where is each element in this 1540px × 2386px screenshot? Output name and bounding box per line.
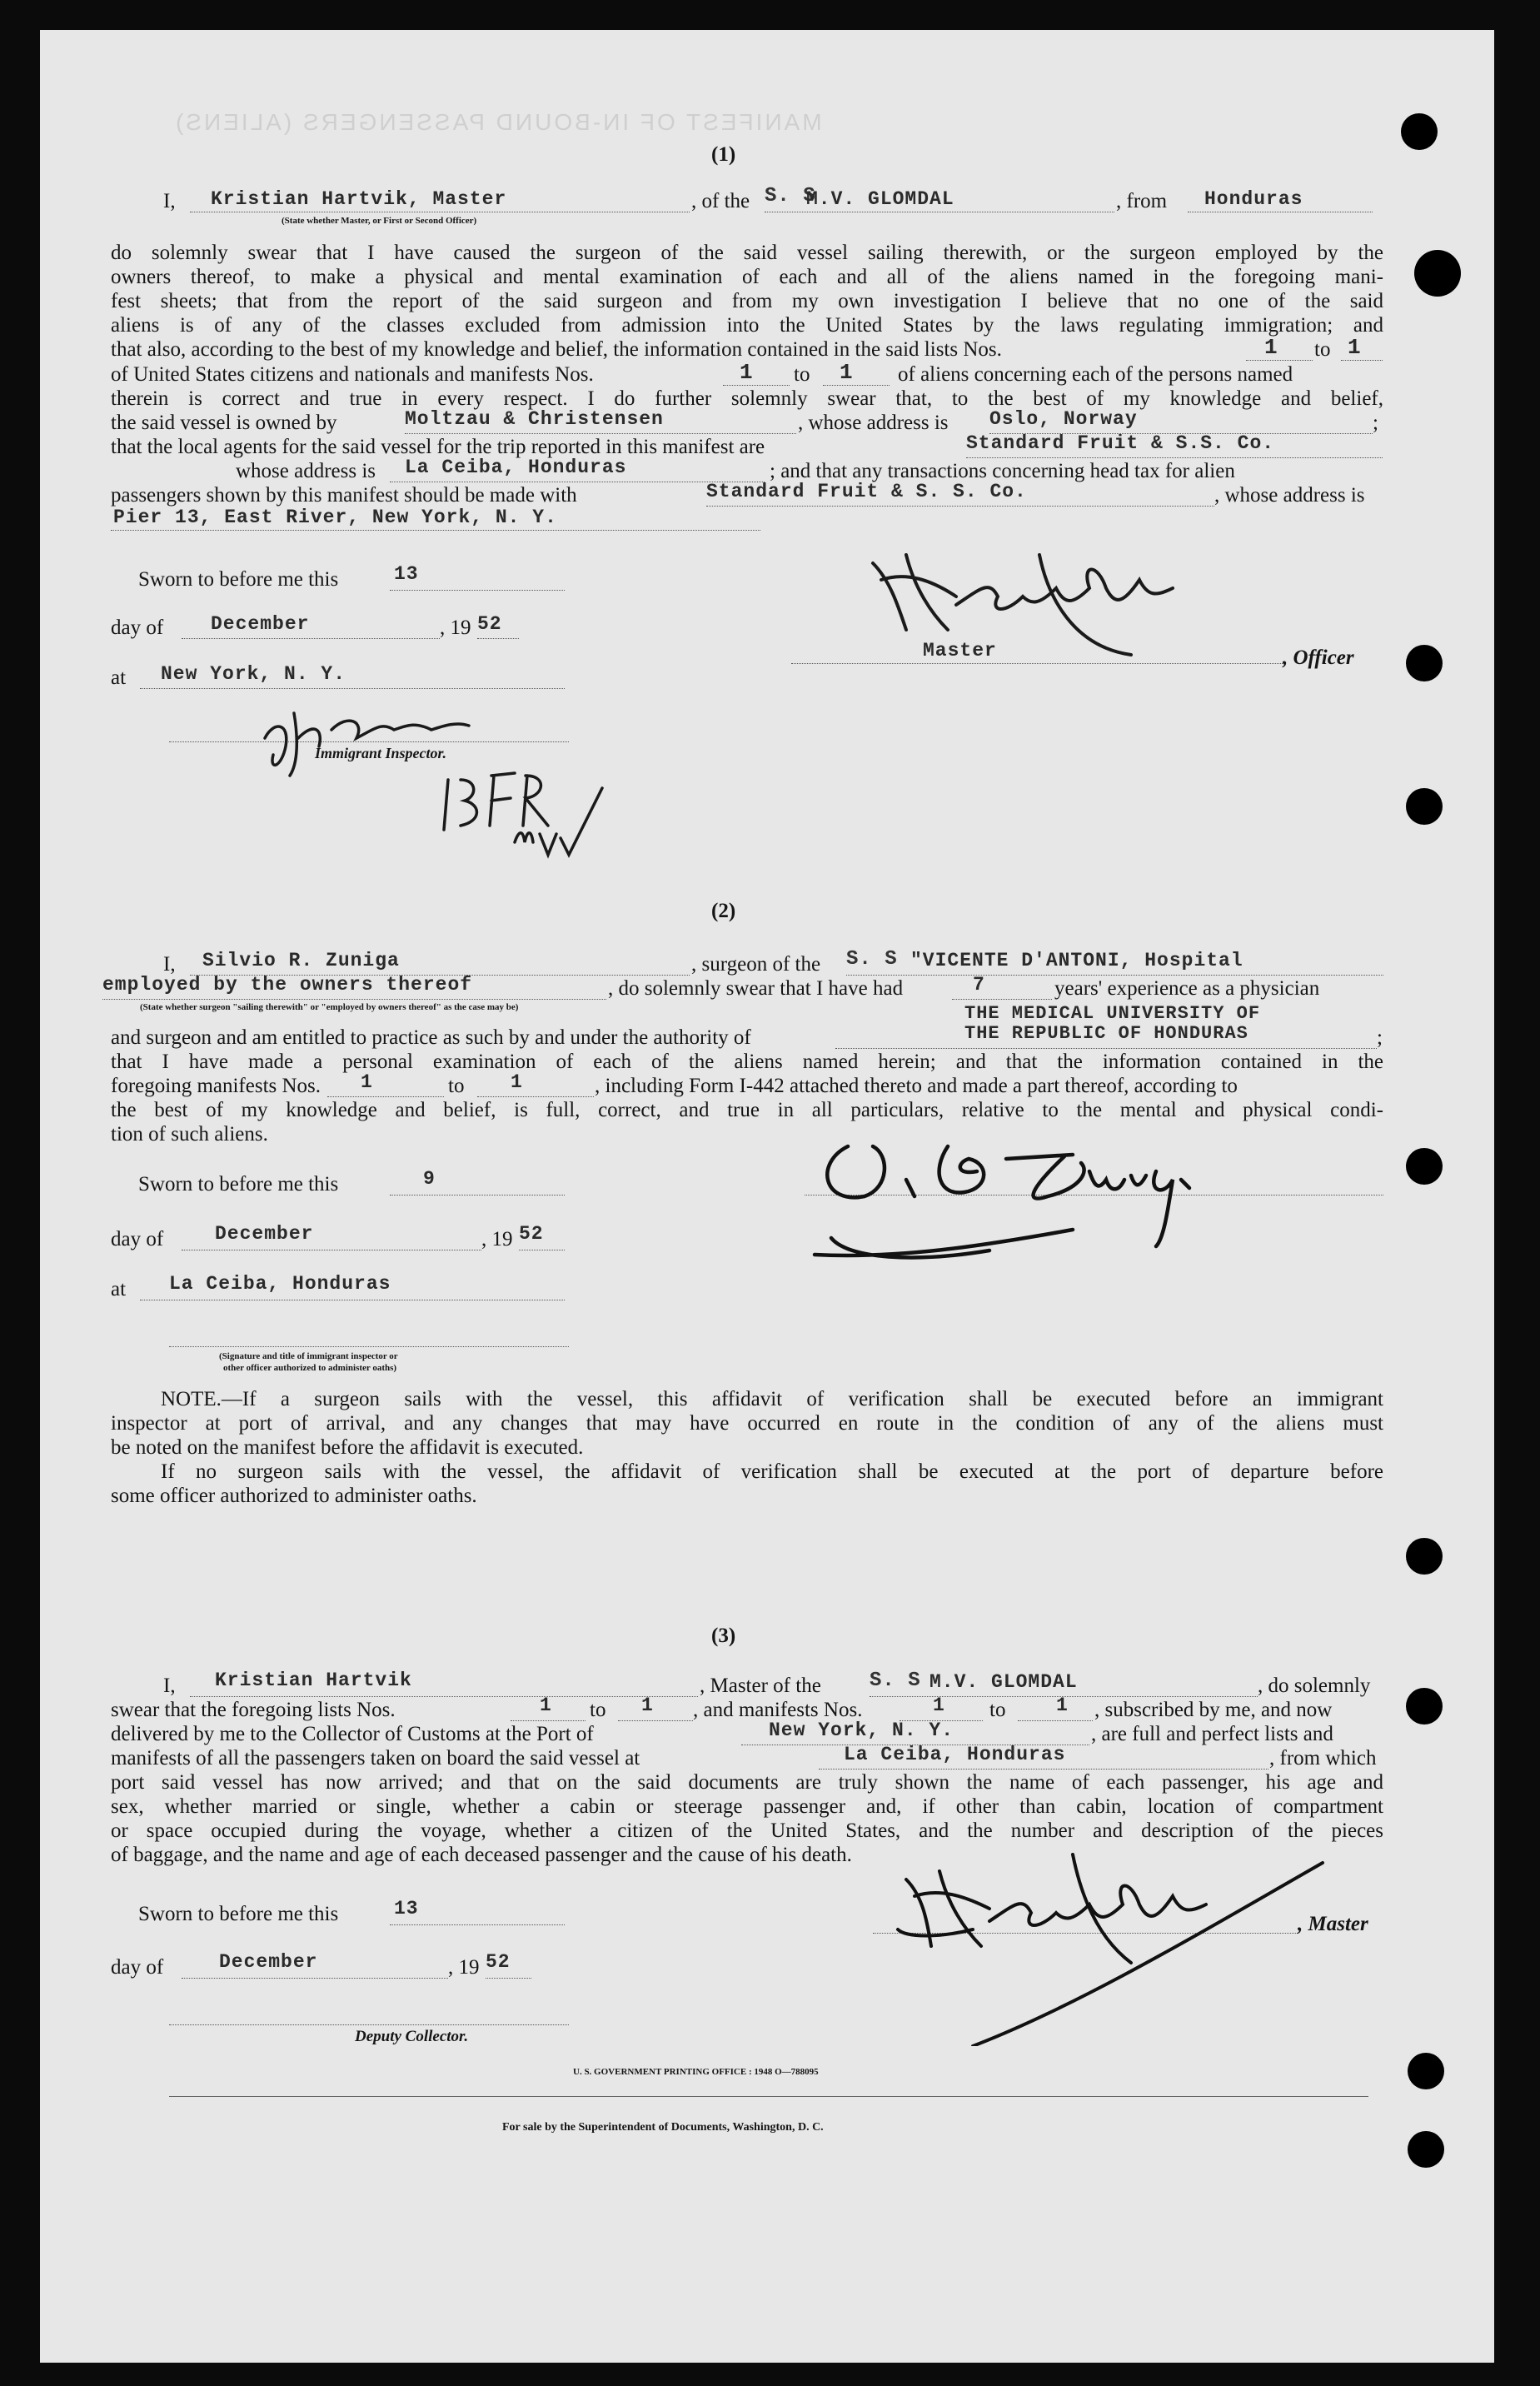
fill-line xyxy=(477,1096,594,1097)
oath-text: sex, whether married or single, whether a cabin or steerage passenger and, if other than cabin, location of compartment xyxy=(111,1795,1383,1818)
fill-line xyxy=(477,638,519,639)
sig-note: (Signature and title of immigrant inspector or xyxy=(219,1351,398,1361)
fill-line xyxy=(182,638,440,639)
sworn-label: Sworn to before me this xyxy=(138,1903,339,1925)
oath-text: years' experience as a physician xyxy=(1054,977,1320,1000)
authority-line-2: THE REPUBLIC OF HONDURAS xyxy=(964,1023,1248,1044)
fill-line xyxy=(1018,1720,1093,1721)
oath-text: , do solemnly xyxy=(1258,1675,1371,1697)
oath-text: , are full and perfect lists and xyxy=(1091,1723,1333,1745)
divider xyxy=(169,2096,1368,2097)
surgeon-name: Silvio R. Zuniga xyxy=(202,950,400,971)
fill-line xyxy=(823,385,890,386)
fill-line xyxy=(102,999,606,1000)
manifests-from: 1 xyxy=(933,1695,945,1716)
fill-line xyxy=(1341,360,1383,361)
handwritten-annotation xyxy=(415,763,631,871)
note-text: some officer authorized to administer oaths. xyxy=(111,1485,477,1507)
year-prefix: , 19 xyxy=(481,1228,513,1250)
fill-line xyxy=(1246,360,1313,361)
label-master-of: , Master of the xyxy=(700,1675,821,1697)
at-label: at xyxy=(111,666,127,689)
fill-line xyxy=(791,663,1283,664)
manifest-to: 1 xyxy=(840,360,854,385)
section-number: (3) xyxy=(711,1625,736,1647)
fill-line xyxy=(835,1048,1377,1049)
vessel-name: "VICENTE D'ANTONI, Hospital xyxy=(910,950,1243,971)
inspector-label: Immigrant Inspector. xyxy=(315,745,447,761)
fill-line xyxy=(952,999,1052,1000)
oath-text: of baggage, and the name and age of each deceased passenger and the cause of his death. xyxy=(111,1844,852,1866)
owner-address: Oslo, Norway xyxy=(989,408,1138,430)
vessel-prefix: S. S xyxy=(765,185,816,207)
label-i: I, xyxy=(163,953,176,976)
note-text: If no surgeon sails with the vessel, the affidavit of verification shall be executed at the port of departure before xyxy=(161,1460,1383,1483)
fill-line xyxy=(405,433,796,434)
oath-text: owners thereof, to make a physical and mental examination of each and all of the aliens named in the foregoing mani- xyxy=(111,266,1383,288)
authority-line-1: THE MEDICAL UNIVERSITY OF xyxy=(964,1003,1261,1024)
employment-status: employed by the owners thereof xyxy=(102,974,473,996)
sworn-label: Sworn to before me this xyxy=(138,1173,339,1195)
fill-line xyxy=(723,385,790,386)
punch-hole xyxy=(1401,113,1438,150)
master-signature xyxy=(856,530,1223,663)
label-i: I, xyxy=(163,190,176,212)
oath-text: fest sheets; that from the report of the said surgeon and from my own investigation I believe that no one of the said xyxy=(111,290,1383,312)
vessel-name: M.V. GLOMDAL xyxy=(806,188,954,210)
oath-text: , whose address is xyxy=(1214,484,1365,507)
sig-note: other officer authorized to administer oaths) xyxy=(223,1363,397,1373)
oath-text: , subscribed by me, and now xyxy=(1094,1699,1333,1721)
sworn-day: 9 xyxy=(423,1168,436,1190)
oath-text: , and manifests Nos. xyxy=(693,1699,863,1721)
fill-line xyxy=(390,590,565,591)
section-number: (1) xyxy=(711,143,736,166)
oath-text: the said vessel is owned by xyxy=(111,412,337,434)
lists-from: 1 xyxy=(540,1695,552,1716)
section-number: (2) xyxy=(711,900,736,922)
punch-hole xyxy=(1408,2131,1444,2168)
label-to: to xyxy=(1314,338,1331,361)
vessel-prefix: S. S xyxy=(846,948,898,971)
oath-text: and surgeon and am entitled to practice as such by and under the authority of xyxy=(111,1026,751,1049)
vessel-owner: Moltzau & Christensen xyxy=(405,408,664,430)
label-to: to xyxy=(794,363,810,386)
oath-text: therein is correct and true in every respect. I do further solemnly swear that, to the best of my knowledge and belief, xyxy=(111,387,1383,410)
fill-line xyxy=(111,530,760,531)
year-prefix: , 19 xyxy=(448,1956,480,1979)
fill-line xyxy=(182,1978,448,1979)
head-tax-party: Standard Fruit & S. S. Co. xyxy=(706,481,1027,502)
at-label: at xyxy=(111,1278,127,1300)
fill-line xyxy=(169,1346,569,1347)
fill-line xyxy=(327,1096,444,1097)
oath-text: that the local agents for the said vessel for the trip reported in this manifest are xyxy=(111,436,765,458)
punch-hole xyxy=(1406,1688,1443,1725)
day-of-label: day of xyxy=(111,1956,164,1979)
sworn-month: December xyxy=(219,1951,318,1973)
sworn-year: 52 xyxy=(477,613,502,635)
port: New York, N. Y. xyxy=(769,1720,954,1741)
fill-line xyxy=(486,1978,531,1979)
manifest-to: 1 xyxy=(511,1071,523,1093)
oath-text: manifests of all the passengers taken on board the said vessel at xyxy=(111,1747,640,1770)
collector-label: Deputy Collector. xyxy=(355,2028,469,2045)
note-text: inspector at port of arrival, and any changes that may have occurred en route in the condition of any of the aliens must xyxy=(111,1412,1383,1435)
fill-line xyxy=(706,506,1214,507)
sworn-place: New York, N. Y. xyxy=(161,663,346,685)
sworn-year: 52 xyxy=(486,1951,511,1973)
oath-text: , do solemnly swear that I have had xyxy=(608,977,904,1000)
oath-text: ; and that any transactions concerning head tax for alien xyxy=(770,460,1235,482)
oath-text: passengers shown by this manifest should be made with xyxy=(111,484,577,507)
state-note: (State whether surgeon "sailing therewith" or "employed by owners thereof" as the case may be) xyxy=(140,1002,519,1012)
punch-hole xyxy=(1406,645,1443,681)
day-of-label: day of xyxy=(111,1228,164,1250)
from-place: Honduras xyxy=(1204,188,1303,210)
lists-to: 1 xyxy=(641,1695,654,1716)
printing-office: U. S. GOVERNMENT PRINTING OFFICE : 1948 O—788095 xyxy=(573,2067,819,2077)
oath-text: tion of such aliens. xyxy=(111,1123,268,1146)
oath-text: do solemnly swear that I have caused the surgeon of the said vessel sailing therewith, or the surgeon employed by the xyxy=(111,242,1383,264)
document-page xyxy=(40,30,1494,2363)
fill-line xyxy=(511,1720,586,1721)
oath-text: , from which xyxy=(1269,1747,1377,1770)
punch-hole xyxy=(1408,2053,1444,2089)
label-to: to xyxy=(590,1699,606,1721)
note-text: NOTE.—If a surgeon sails with the vessel, this affidavit of verification shall be executed before an immigrant xyxy=(161,1388,1383,1410)
oath-text: aliens is of any of the classes excluded from admission into the United States by the laws regulating immigration; and xyxy=(111,314,1383,337)
manifest-from: 1 xyxy=(361,1071,373,1093)
oath-text: the best of my knowledge and belief, is full, correct, and true in all particulars, relative to the mental and physical condi- xyxy=(111,1099,1383,1121)
fill-line xyxy=(390,1924,565,1925)
oath-text: of United States citizens and nationals and manifests Nos. xyxy=(111,363,594,386)
label-to: to xyxy=(448,1075,465,1097)
oath-text: whose address is xyxy=(236,460,376,482)
local-agents: Standard Fruit & S.S. Co. xyxy=(966,432,1275,454)
label-i: I, xyxy=(163,1675,176,1697)
label-surgeon-of: , surgeon of the xyxy=(691,953,821,976)
fill-line xyxy=(190,1696,698,1697)
oath-text: , whose address is xyxy=(798,412,949,434)
oath-text: , including Form I-442 attached thereto and made a part thereof, according to xyxy=(595,1075,1238,1097)
bleed-through-header: MANIFEST OF IN-BOUND PASSENGERS (ALIENS) xyxy=(173,109,822,135)
punct: ; xyxy=(1377,1026,1383,1049)
fill-line xyxy=(169,2024,569,2025)
punch-hole xyxy=(1414,250,1461,297)
label-of-the: , of the xyxy=(691,190,750,212)
label-to: to xyxy=(989,1699,1006,1721)
state-note: (State whether Master, or First or Second Officer) xyxy=(282,216,477,226)
manifest-from: 1 xyxy=(740,360,754,385)
for-sale-note: For sale by the Superintendent of Documents, Washington, D. C. xyxy=(502,2121,824,2134)
officer-label: , Officer xyxy=(1283,646,1354,669)
vessel-name: M.V. GLOMDAL xyxy=(929,1671,1078,1693)
oath-text: or space occupied during the voyage, whether a citizen of the United States, and the number and description of the pieces xyxy=(111,1819,1383,1842)
label-from: , from xyxy=(1116,190,1168,212)
oath-text: that I have made a personal examination of each of the aliens named herein; and that the information contained in the xyxy=(111,1051,1383,1073)
lists-to: 1 xyxy=(1348,335,1362,360)
sworn-label: Sworn to before me this xyxy=(138,568,339,591)
master-signature xyxy=(873,1804,1406,2046)
head-tax-address: Pier 13, East River, New York, N. Y. xyxy=(113,507,557,528)
officer-title: Master xyxy=(923,640,997,661)
agents-address: La Ceiba, Honduras xyxy=(405,457,627,478)
oath-text: delivered by me to the Collector of Customs at the Port of xyxy=(111,1723,594,1745)
sworn-day: 13 xyxy=(394,1898,419,1919)
sworn-month: December xyxy=(211,613,310,635)
punch-hole xyxy=(1406,788,1443,825)
year-prefix: , 19 xyxy=(440,616,471,639)
taken-at: La Ceiba, Honduras xyxy=(844,1744,1066,1765)
master-name: Kristian Hartvik xyxy=(215,1670,412,1691)
punch-hole xyxy=(1406,1538,1443,1575)
oath-text: port said vessel has now arrived; and that on the said documents are truly shown the name of each passenger, his age and xyxy=(111,1771,1383,1794)
vessel-prefix: S. S xyxy=(870,1670,921,1692)
note-text: be noted on the manifest before the affidavit is executed. xyxy=(111,1436,584,1459)
master-label: , Master xyxy=(1298,1913,1368,1935)
surgeon-signature xyxy=(798,1113,1281,1280)
years-experience: 7 xyxy=(973,974,985,996)
master-name: Kristian Hartvik, Master xyxy=(211,188,507,210)
day-of-label: day of xyxy=(111,616,164,639)
punct: ; xyxy=(1373,412,1378,434)
manifests-to: 1 xyxy=(1056,1695,1069,1716)
punch-hole xyxy=(1406,1148,1443,1185)
sworn-month: December xyxy=(215,1223,314,1245)
sworn-place: La Ceiba, Honduras xyxy=(169,1273,391,1295)
fill-line xyxy=(819,1769,1268,1770)
fill-line xyxy=(846,975,1383,976)
oath-text: of aliens concerning each of the persons named xyxy=(898,363,1293,386)
oath-text: foregoing manifests Nos. xyxy=(111,1075,321,1097)
lists-from: 1 xyxy=(1264,335,1278,360)
fill-line xyxy=(966,457,1383,458)
sworn-year: 52 xyxy=(519,1223,544,1245)
sworn-day: 13 xyxy=(394,563,419,585)
fill-line xyxy=(618,1720,693,1721)
oath-text: swear that the foregoing lists Nos. xyxy=(111,1699,396,1721)
oath-text: that also, according to the best of my knowledge and belief, the information contained in the said lists Nos. xyxy=(111,338,1002,361)
